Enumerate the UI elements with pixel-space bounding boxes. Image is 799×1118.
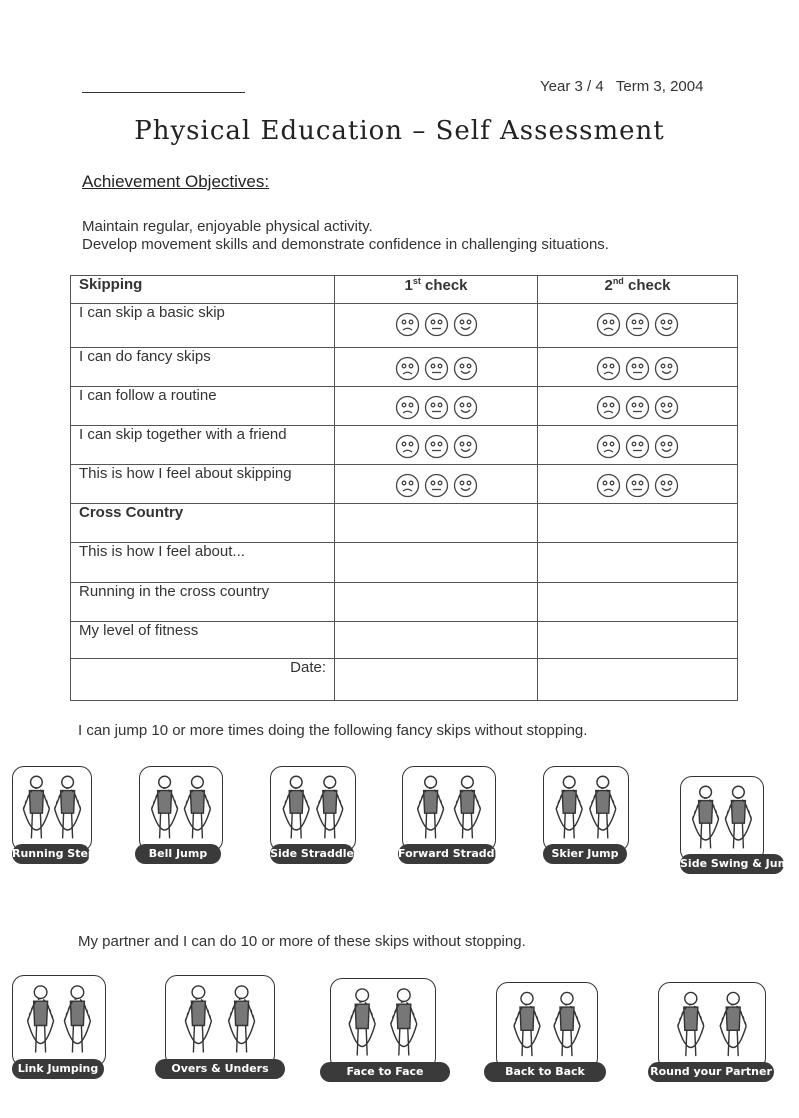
second-check-faces xyxy=(538,387,738,426)
happy-face-icon[interactable] xyxy=(453,356,478,381)
face-rating-group xyxy=(596,434,679,459)
neutral-face-icon[interactable] xyxy=(424,356,449,381)
happy-face-icon[interactable] xyxy=(453,434,478,459)
skip-illustration xyxy=(139,766,223,852)
face-rating-group xyxy=(596,312,679,337)
cross-country-row-label: My level of fitness xyxy=(71,622,335,659)
happy-face-icon[interactable] xyxy=(654,312,679,337)
sad-face-icon[interactable] xyxy=(596,434,621,459)
first-check-faces xyxy=(335,387,538,426)
sad-face-icon[interactable] xyxy=(395,473,420,498)
second-check-cell xyxy=(538,504,738,543)
face-rating-group xyxy=(395,395,478,420)
sad-face-icon[interactable] xyxy=(395,312,420,337)
face-rating-group xyxy=(596,395,679,420)
skip-illustration xyxy=(12,975,106,1067)
neutral-face-icon[interactable] xyxy=(625,473,650,498)
skip-illustration xyxy=(658,982,766,1070)
skip-card xyxy=(648,982,774,1094)
first-check-faces xyxy=(335,304,538,348)
skip-illustration xyxy=(402,766,496,852)
first-check-cell xyxy=(335,622,538,659)
neutral-face-icon[interactable] xyxy=(424,434,449,459)
sad-face-icon[interactable] xyxy=(395,395,420,420)
neutral-face-icon[interactable] xyxy=(625,356,650,381)
name-line xyxy=(82,92,245,93)
neutral-face-icon[interactable] xyxy=(424,395,449,420)
skipping-row-label: I can skip a basic skip xyxy=(71,304,335,348)
first-check-cell xyxy=(335,583,538,622)
page-title: Physical Education – Self Assessment xyxy=(134,116,665,146)
second-check-num: 2 xyxy=(604,277,613,294)
date-first-check-cell xyxy=(335,659,538,701)
second-check-cell xyxy=(538,583,738,622)
skip-label: Bell Jump xyxy=(135,844,221,864)
skip-card xyxy=(135,766,221,876)
second-check-sup: nd xyxy=(612,276,624,286)
first-check-faces xyxy=(335,426,538,465)
objective-2: Develop movement skills and demonstrate confidence in challenging situations. xyxy=(82,236,609,253)
skip-label: Overs & Unders xyxy=(155,1059,285,1079)
sad-face-icon[interactable] xyxy=(596,473,621,498)
skip-label: Link Jumping xyxy=(12,1059,104,1079)
first-check-text: check xyxy=(420,277,468,294)
date-second-check-cell xyxy=(538,659,738,701)
skip-illustration xyxy=(270,766,356,852)
skip-label: Skier Jump xyxy=(543,844,627,864)
skipping-row-label: This is how I feel about skipping xyxy=(71,465,335,504)
table-row xyxy=(71,583,738,622)
table-row xyxy=(71,465,738,504)
skipping-row-label: I can skip together with a friend xyxy=(71,426,335,465)
table-row xyxy=(71,387,738,426)
skip-card xyxy=(12,975,104,1091)
sad-face-icon[interactable] xyxy=(596,395,621,420)
skipping-header: Skipping xyxy=(71,276,335,304)
skip-card xyxy=(543,766,627,876)
neutral-face-icon[interactable] xyxy=(625,395,650,420)
cross-country-row-label: Running in the cross country xyxy=(71,583,335,622)
year-term: Year 3 / 4 Term 3, 2004 xyxy=(540,78,704,95)
skip-label: Side Straddle xyxy=(270,844,354,864)
table-row xyxy=(71,543,738,583)
first-check-faces xyxy=(335,465,538,504)
table-header-row xyxy=(71,276,738,304)
cross-country-header: Cross Country xyxy=(71,504,335,543)
first-check-cell xyxy=(335,543,538,583)
table-row xyxy=(71,426,738,465)
assessment-table xyxy=(70,275,738,701)
skip-illustration xyxy=(165,975,275,1067)
sad-face-icon[interactable] xyxy=(395,434,420,459)
face-rating-group xyxy=(395,434,478,459)
neutral-face-icon[interactable] xyxy=(625,312,650,337)
skipping-row-label: I can follow a routine xyxy=(71,387,335,426)
skip-label: Running Step xyxy=(12,844,90,864)
second-check-cell xyxy=(538,543,738,583)
happy-face-icon[interactable] xyxy=(654,473,679,498)
happy-face-icon[interactable] xyxy=(453,395,478,420)
happy-face-icon[interactable] xyxy=(654,434,679,459)
skip-illustration xyxy=(680,776,764,862)
first-check-header xyxy=(335,276,538,304)
table-row xyxy=(71,622,738,659)
face-rating-group xyxy=(395,356,478,381)
objective-1: Maintain regular, enjoyable physical activity. xyxy=(82,218,373,235)
first-check-sup: st xyxy=(412,276,421,286)
fancy-skips-sentence: I can jump 10 or more times doing the following fancy skips without stopping. xyxy=(78,722,588,739)
skip-card xyxy=(320,978,450,1094)
skip-illustration xyxy=(543,766,629,852)
neutral-face-icon[interactable] xyxy=(625,434,650,459)
second-check-text: check xyxy=(623,277,671,294)
skip-label: Forward Straddle xyxy=(398,844,496,864)
face-rating-group xyxy=(395,312,478,337)
second-check-faces xyxy=(538,426,738,465)
skip-illustration xyxy=(496,982,598,1070)
neutral-face-icon[interactable] xyxy=(424,473,449,498)
first-check-faces xyxy=(335,348,538,387)
skip-label: Back to Back xyxy=(484,1062,606,1082)
date-label: Date: xyxy=(71,659,335,701)
happy-face-icon[interactable] xyxy=(654,395,679,420)
neutral-face-icon[interactable] xyxy=(424,312,449,337)
second-check-header xyxy=(538,276,738,304)
table-row xyxy=(71,348,738,387)
table-row xyxy=(71,504,738,543)
skip-label: Side Swing & Jump xyxy=(680,854,784,874)
first-check-cell xyxy=(335,504,538,543)
second-check-faces xyxy=(538,465,738,504)
partner-skips-sentence: My partner and I can do 10 or more of these skips without stopping. xyxy=(78,933,526,950)
happy-face-icon[interactable] xyxy=(453,473,478,498)
skip-card xyxy=(484,982,606,1094)
second-check-cell xyxy=(538,622,738,659)
skip-card xyxy=(12,766,96,876)
table-row xyxy=(71,659,738,701)
skip-label: Round your Partner xyxy=(648,1062,774,1082)
happy-face-icon[interactable] xyxy=(453,312,478,337)
skip-illustration xyxy=(12,766,92,852)
objectives-heading: Achievement Objectives: xyxy=(82,172,270,191)
happy-face-icon[interactable] xyxy=(654,356,679,381)
face-rating-group xyxy=(596,473,679,498)
second-check-faces xyxy=(538,348,738,387)
skipping-row-label: I can do fancy skips xyxy=(71,348,335,387)
face-rating-group xyxy=(596,356,679,381)
skip-card xyxy=(155,975,285,1091)
cross-country-row-label: This is how I feel about... xyxy=(71,543,335,583)
skip-card xyxy=(270,766,354,876)
second-check-faces xyxy=(538,304,738,348)
skip-label: Face to Face xyxy=(320,1062,450,1082)
skip-illustration xyxy=(330,978,436,1070)
skip-card xyxy=(680,776,797,886)
sad-face-icon[interactable] xyxy=(596,356,621,381)
table-row xyxy=(71,304,738,348)
sad-face-icon[interactable] xyxy=(395,356,420,381)
first-check-num: 1 xyxy=(404,277,413,294)
sad-face-icon[interactable] xyxy=(596,312,621,337)
face-rating-group xyxy=(395,473,478,498)
skip-card xyxy=(398,766,506,876)
